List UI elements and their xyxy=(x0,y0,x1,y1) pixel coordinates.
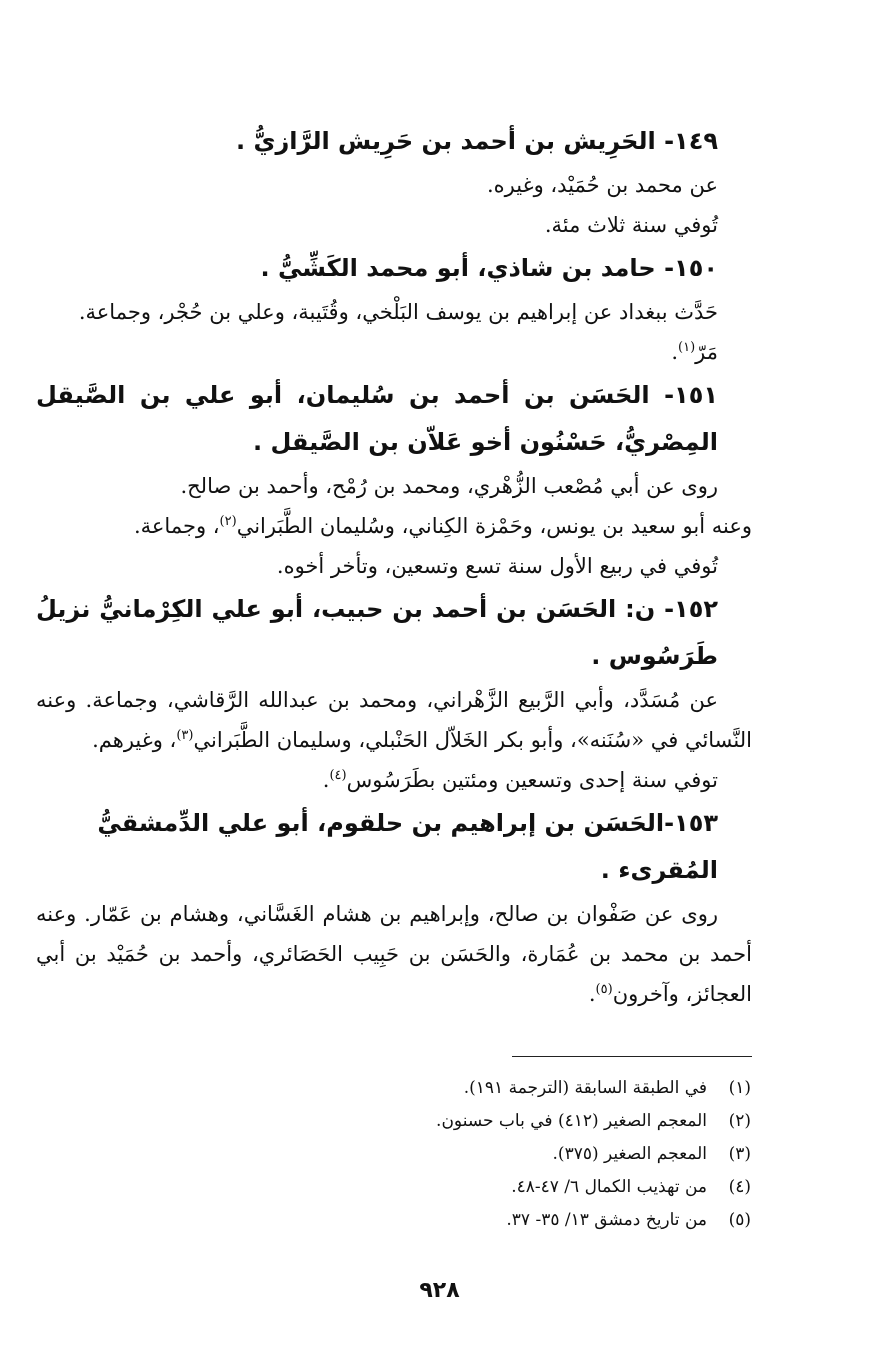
footnote-text: في الطبقة السابقة (الترجمة ١٩١). xyxy=(463,1078,707,1098)
footnote-3 xyxy=(251,1138,751,1171)
footnotes xyxy=(251,1072,751,1237)
entry-152-death xyxy=(36,760,752,800)
entry-title-151: ١٥١- الحَسَن بن أحمد بن سُليمان، أبو علي بن الصَّيقل المِصْريُّ، حَسْنُون أخو عَلاّن بن الصَّيقل . xyxy=(36,381,718,456)
footnote-marker-1: (١) xyxy=(678,340,696,355)
footnote-number: (٥) xyxy=(728,1210,751,1230)
entry-150-paragraph: حَدَّث ببغداد عن إبراهيم بن يوسف البَلْخي، وقُتَيبة، وعلي بن حُجْر، وجماعة. xyxy=(78,300,718,324)
footnote-separator xyxy=(512,1056,752,1057)
footnote-marker-5: (٥) xyxy=(595,982,613,997)
footnote-number: (١) xyxy=(728,1078,751,1098)
entry-151-line-2-text: وعنه أبو سعيد بن يونس، وحَمْزة الكِناني، وسُليمان الطَّبَراني xyxy=(236,514,752,538)
entry-150-crossref xyxy=(36,332,752,372)
entry-152-paragraph xyxy=(36,680,752,760)
entry-153-paragraph xyxy=(36,894,752,1014)
crossref-text: مَرّ xyxy=(695,340,718,364)
entry-title-152: ١٥٢- ن: الحَسَن بن أحمد بن حبيب، أبو علي الكِرْمانيُّ نزيلُ طَرَسُوس . xyxy=(36,595,718,670)
footnote-2 xyxy=(251,1105,751,1138)
page-number: ٩٢٨ xyxy=(419,1278,460,1303)
entry-149-line-2: تُوفي سنة ثلاث مئة. xyxy=(544,213,718,237)
crossref-end: . xyxy=(671,340,679,364)
entry-153-paragraph-end: . xyxy=(588,982,596,1006)
entry-149-line-1: عن محمد بن حُمَيْد، وغيره. xyxy=(487,173,718,197)
entry-title-150: ١٥٠- حامد بن شاذي، أبو محمد الكَشِّيُّ . xyxy=(260,254,718,282)
entry-152-death-end: . xyxy=(322,768,330,792)
footnote-marker-3: (٣) xyxy=(176,728,194,743)
entry-152-paragraph-end: ، وغيرهم. xyxy=(92,728,177,752)
footnote-4 xyxy=(251,1171,751,1204)
footnote-text: من تاريخ دمشق ١٣/ ٣٥- ٣٧. xyxy=(506,1210,707,1230)
footnote-5 xyxy=(251,1204,751,1237)
footnote-text: المعجم الصغير (٣٧٥). xyxy=(552,1144,707,1164)
footnote-number: (٤) xyxy=(728,1177,751,1197)
footnote-number: (٢) xyxy=(728,1111,751,1131)
entry-152-death-text: توفي سنة إحدى وتسعين ومئتين بطَرَسُوس xyxy=(346,768,718,792)
footnote-text: المعجم الصغير (٤١٢) في باب حسنون. xyxy=(436,1111,707,1131)
entry-151-line-2-end: ، وجماعة. xyxy=(133,514,220,538)
entry-151-line-3: تُوفي في ربيع الأول سنة تسع وتسعين، وتأخر أخوه. xyxy=(276,554,718,578)
entry-title-149: ١٤٩- الحَرِيش بن أحمد بن حَرِيش الرَّازيُّ . xyxy=(236,127,718,155)
footnote-text: من تهذيب الكمال ٦/ ٤٧-٤٨. xyxy=(511,1177,707,1197)
main-text xyxy=(36,118,752,1014)
footnote-marker-4: (٤) xyxy=(329,768,347,783)
entry-151-line-1: روى عن أبي مُصْعب الزُّهْري، ومحمد بن رُمْح، وأحمد بن صالح. xyxy=(180,474,718,498)
footnote-number: (٣) xyxy=(728,1144,751,1164)
entry-151-line-2 xyxy=(36,506,752,546)
entry-152-paragraph-text: عن مُسَدَّد، وأبي الرَّبيع الزَّهْراني، ومحمد بن عبدالله الرَّقاشي، وجماعة. وعنه النَّسائي في «سُنَنه»، وأبو بكر الخَلاّل الحَنْبلي، وسليمان الطَّبَراني xyxy=(36,688,752,752)
footnote-marker-2: (٢) xyxy=(219,514,237,529)
entry-title-153: ١٥٣-الحَسَن بن إبراهيم بن حلقوم، أبو علي الدِّمشقيُّ المُقرىء . xyxy=(97,809,718,884)
entry-153-paragraph-text: روى عن صَفْوان بن صالح، وإبراهيم بن هشام الغَسَّاني، وهشام بن عَمّار. وعنه أحمد بن محمد بن عُمَارة، والحَسَن بن حَبِيب الحَصَائري، وأحمد بن حُمَيْد بن أبي العجائز، وآخرون xyxy=(36,902,752,1006)
footnote-1 xyxy=(251,1072,751,1105)
